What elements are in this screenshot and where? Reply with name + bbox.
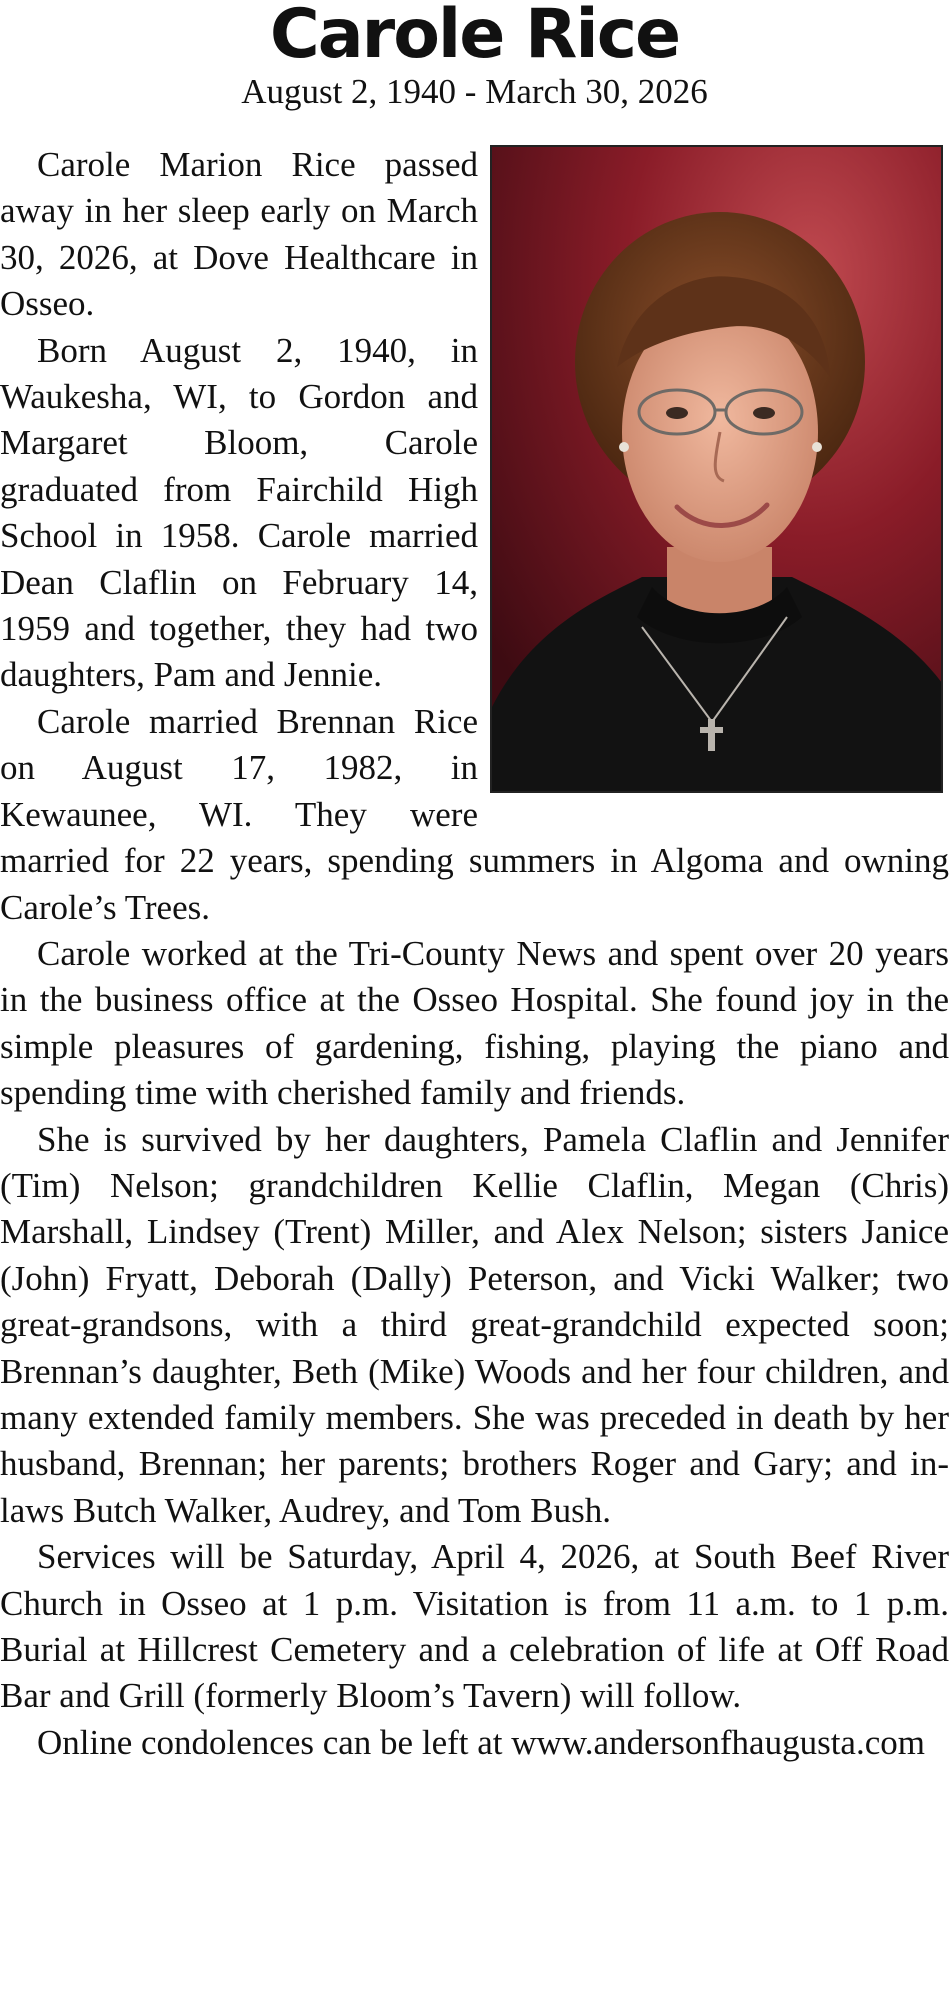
portrait-illustration	[492, 147, 943, 793]
earring-left	[619, 442, 629, 452]
paragraph-early-life: Born August 2, 1940, in Waukesha, WI, to Gordon and Margaret Bloom, Carole graduated from Fairchild High School in 1958. Carole married Dean Claflin on February 14, 1959 and together, they had two daughters, Pam and Jennie.	[0, 330, 478, 695]
portrait-photo	[490, 145, 943, 793]
right-eye	[753, 407, 775, 419]
obituary-name: Carole Rice	[269, 0, 680, 74]
left-eye	[666, 407, 688, 419]
paragraph-condolences: Online condolences can be left at www.andersonfhaugusta.com	[37, 1722, 925, 1762]
earring-right	[812, 442, 822, 452]
paragraph-survivors: She is survived by her daughters, Pamela Claflin and Jennifer (Tim) Nelson; grandchildren Kellie Claflin, Megan (Chris) Marshall, Lindsey (Trent) Miller, and Alex Nelson; sisters Janice (John) Fryatt, Deborah (Dally) Peterson, and Vicki Walker; two great-grandsons, with a third great-grandchild expected soon; Brennan’s daughter, Beth (Mike) Woods and her four children, and many extended family members. She was preceded in death by her husband, Brennan; her parents; brothers Roger and Gary; and in-laws Butch Walker, Audrey, and Tom Bush.	[0, 1119, 949, 1530]
paragraph-passing: Carole Marion Rice passed away in her sleep early on March 30, 2026, at Dove Healthcare in Osseo.	[0, 145, 478, 324]
paragraph-marriage: Carole married Brennan Rice on August 17, 1982, in Kewaunee, WI. They were married for 22 years, spending summers in Algoma and owning Carole’s Trees.	[0, 701, 949, 927]
obituary-dates: August 2, 1940 - March 30, 2026	[241, 72, 708, 111]
paragraph-services: Services will be Saturday, April 4, 2026, at South Beef River Church in Osseo at 1 p.m. Visitation is from 11 a.m. to 1 p.m. Burial at Hillcrest Cemetery and a celebration of life at Off Road Bar and Grill (formerly Bloom’s Tavern) will follow.	[0, 1537, 949, 1716]
paragraph-work: Carole worked at the Tri-County News and spent over 20 years in the business office at the Osseo Hospital. She found joy in the simple pleasures of gardening, fishing, playing the piano and spending time with cherished family and friends.	[0, 933, 949, 1113]
